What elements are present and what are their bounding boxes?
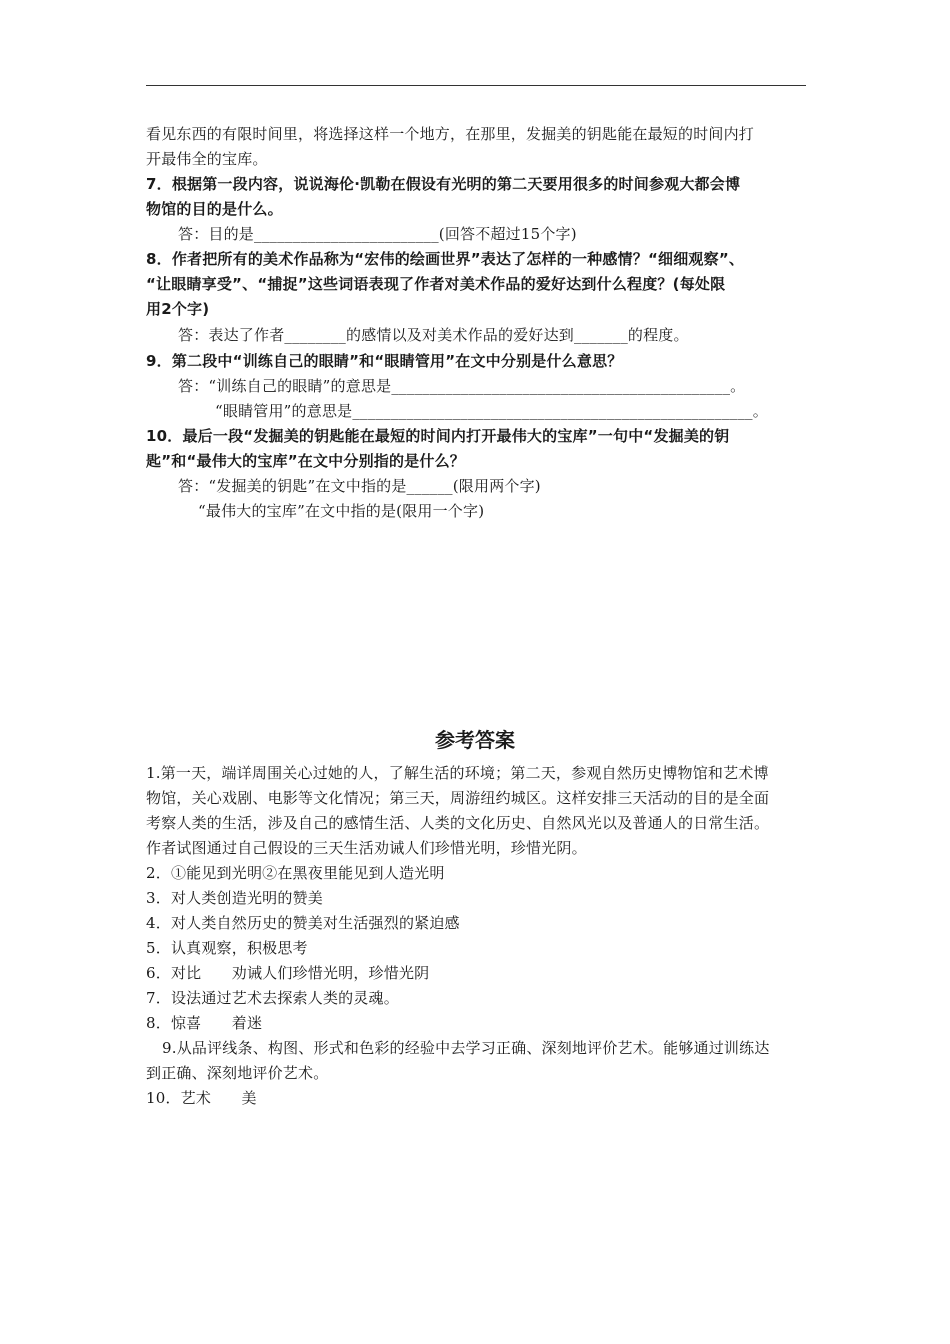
question-8-cont: “让眼睛享受”、“捕捉”这些词语表现了作者对美术作品的爱好达到什么程度？(每处限	[146, 275, 726, 293]
answer-blank-10b: “最伟大的宝库”在文中指的是(限用一个字)	[198, 502, 485, 520]
passage-line: 看见东西的有限时间里，将选择这样一个地方，在那里，发掘美的钥匙能在最短的时间内打	[146, 125, 755, 143]
answer-blank-9b: “眼睛管用”的意思是____________________________________________________。	[215, 402, 768, 420]
question-10-cont: 匙”和“最伟大的宝库”在文中分别指的是什么？	[146, 452, 465, 470]
answer-2: 2．①能见到光明②在黑夜里能见到人造光明	[146, 864, 445, 882]
question-7: 7．根据第一段内容，说说海伦·凯勒在假设有光明的第二天要用很多的时间参观大都会博	[146, 175, 741, 193]
question-7-cont: 物馆的目的是什么。	[146, 200, 283, 218]
answer-blank-7: 答：目的是________________________(回答不超过15个字)	[178, 225, 577, 243]
answer-1-cont: 作者试图通过自己假设的三天生活劝诫人们珍惜光明，珍惜光阴。	[146, 839, 587, 857]
answer-9: 9.从品评线条、构图、形式和色彩的经验中去学习正确、深刻地评价艺术。能够通过训练达	[162, 1039, 770, 1057]
header-rule	[146, 85, 806, 86]
answer-blank-8: 答：表达了作者________的感情以及对美术作品的爱好达到_______的程度。	[178, 326, 689, 344]
question-8: 8．作者把所有的美术作品称为“宏伟的绘画世界”表达了怎样的一种感情？“细细观察”、	[146, 250, 745, 268]
answer-4: 4．对人类自然历史的赞美对生活强烈的紧迫感	[146, 914, 460, 932]
answer-1-cont: 考察人类的生活，涉及自己的感情生活、人类的文化历史、自然风光以及普通人的日常生活。	[146, 814, 770, 832]
answer-5: 5．认真观察，积极思考	[146, 939, 308, 957]
answer-blank-9a: 答：“训练自己的眼睛”的意思是____________________________________________。	[178, 377, 746, 395]
answer-10: 10．艺术 美	[146, 1089, 257, 1107]
passage-line: 开最伟全的宝库。	[146, 150, 268, 168]
answers-title: 参考答案	[435, 728, 515, 752]
answer-8: 8．惊喜 着迷	[146, 1014, 263, 1032]
question-10: 10．最后一段“发掘美的钥匙能在最短的时间内打开最伟大的宝库”一句中“发掘美的钥	[146, 427, 730, 445]
answer-7: 7．设法通过艺术去探索人类的灵魂。	[146, 989, 399, 1007]
answer-6: 6．对比 劝诫人们珍惜光明，珍惜光阴	[146, 964, 430, 982]
question-8-cont: 用2个字)	[146, 300, 210, 318]
answer-blank-10a: 答：“发掘美的钥匙”在文中指的是______(限用两个字)	[178, 477, 541, 495]
answer-9-cont: 到正确、深刻地评价艺术。	[146, 1064, 329, 1082]
answer-1-cont: 物馆，关心戏剧、电影等文化情况；第三天，周游纽约城区。这样安排三天活动的目的是全面	[146, 789, 770, 807]
question-9: 9．第二段中“训练自己的眼睛”和“眼睛管用”在文中分别是什么意思？	[146, 352, 623, 370]
answer-1: 1.第一天，端详周围关心过她的人，了解生活的环境；第二天，参观自然历史博物馆和艺术博	[146, 764, 769, 782]
answer-3: 3．对人类创造光明的赞美	[146, 889, 323, 907]
